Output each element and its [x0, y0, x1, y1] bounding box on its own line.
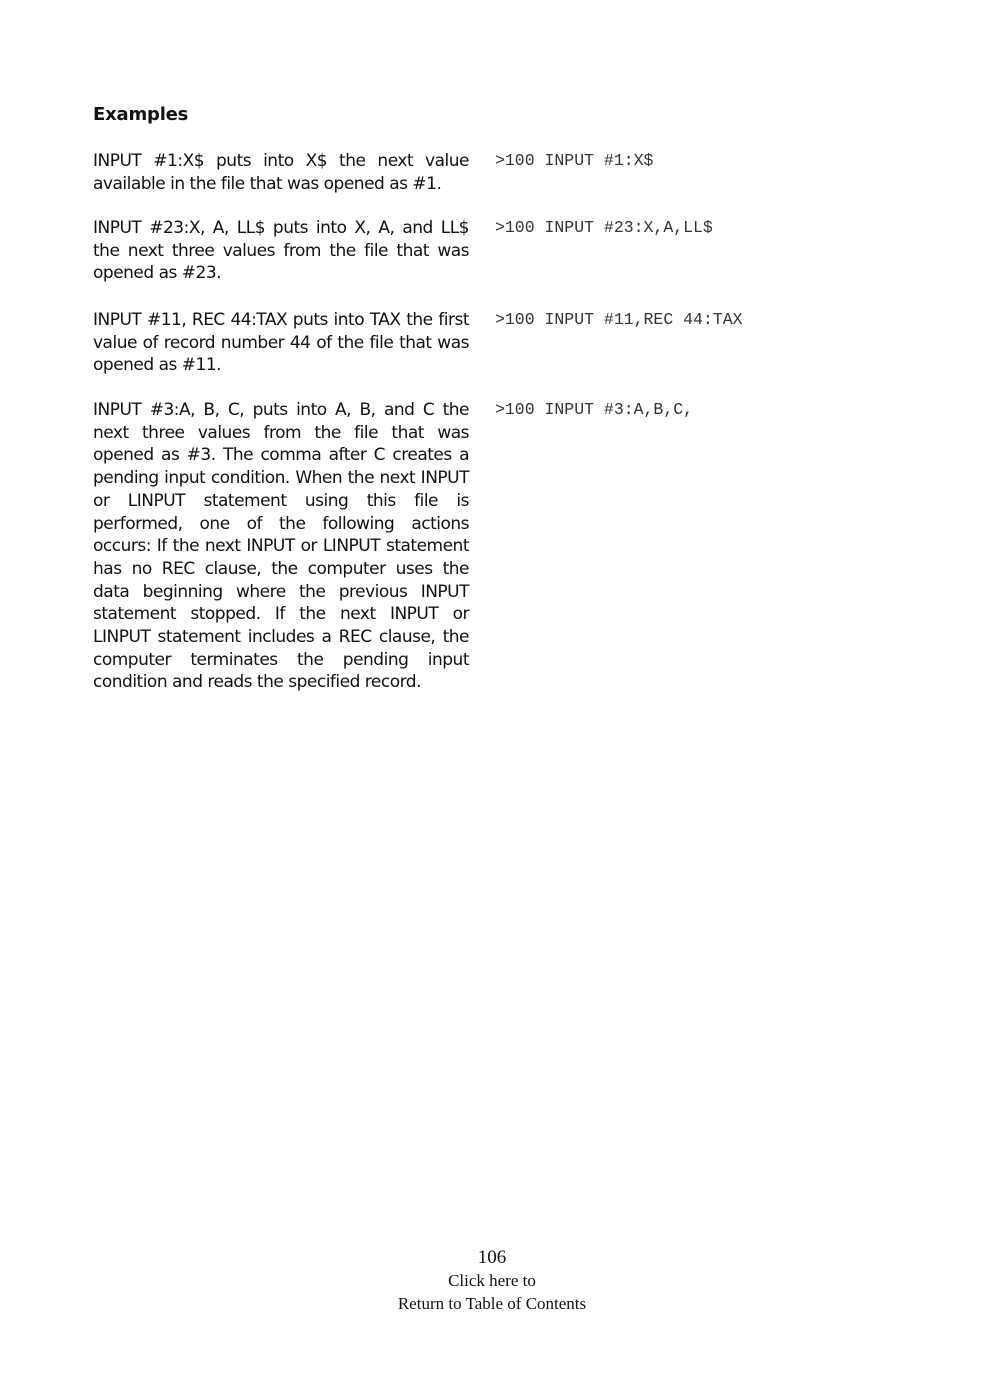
example-code: >100 INPUT #23:X,A,LL$ — [495, 218, 713, 237]
return-to-toc-link[interactable] — [0, 1269, 984, 1315]
example-description: INPUT #1:X$ puts into X$ the next value available in the file that was opened as #1. — [93, 151, 469, 194]
example-description: INPUT #23:X, A, LL$ puts into X, A, and LL$ the next three values from the file that was opened as #23. — [93, 218, 469, 284]
page-number: 106 — [477, 1247, 507, 1268]
example-code: >100 INPUT #11,REC 44:TAX — [495, 310, 743, 329]
toc-link-line-1[interactable]: Click here to — [448, 1271, 536, 1290]
example-code: >100 INPUT #1:X$ — [495, 151, 654, 170]
example-description: INPUT #3:A, B, C, puts into A, B, and C the next three values from the file that was opened as #3. The comma after C creates a pending input condition. When the next INPUT or LINPUT statement using this file is performed, one of the following actions occurs: If the next INPUT or LINPUT statement has no REC clause, the computer uses the data beginning where the previous INPUT statement stopped. If the next INPUT or LINPUT statement includes a REC clause, the computer terminates the pending input condition and reads the specified record. — [93, 400, 469, 693]
example-description: INPUT #11, REC 44:TAX puts into TAX the first value of record number 44 of the file that was opened as #11. — [93, 310, 469, 376]
toc-link-line-2[interactable]: Return to Table of Contents — [397, 1294, 587, 1313]
section-heading: Examples — [93, 104, 189, 125]
example-code: >100 INPUT #3:A,B,C, — [495, 400, 694, 419]
